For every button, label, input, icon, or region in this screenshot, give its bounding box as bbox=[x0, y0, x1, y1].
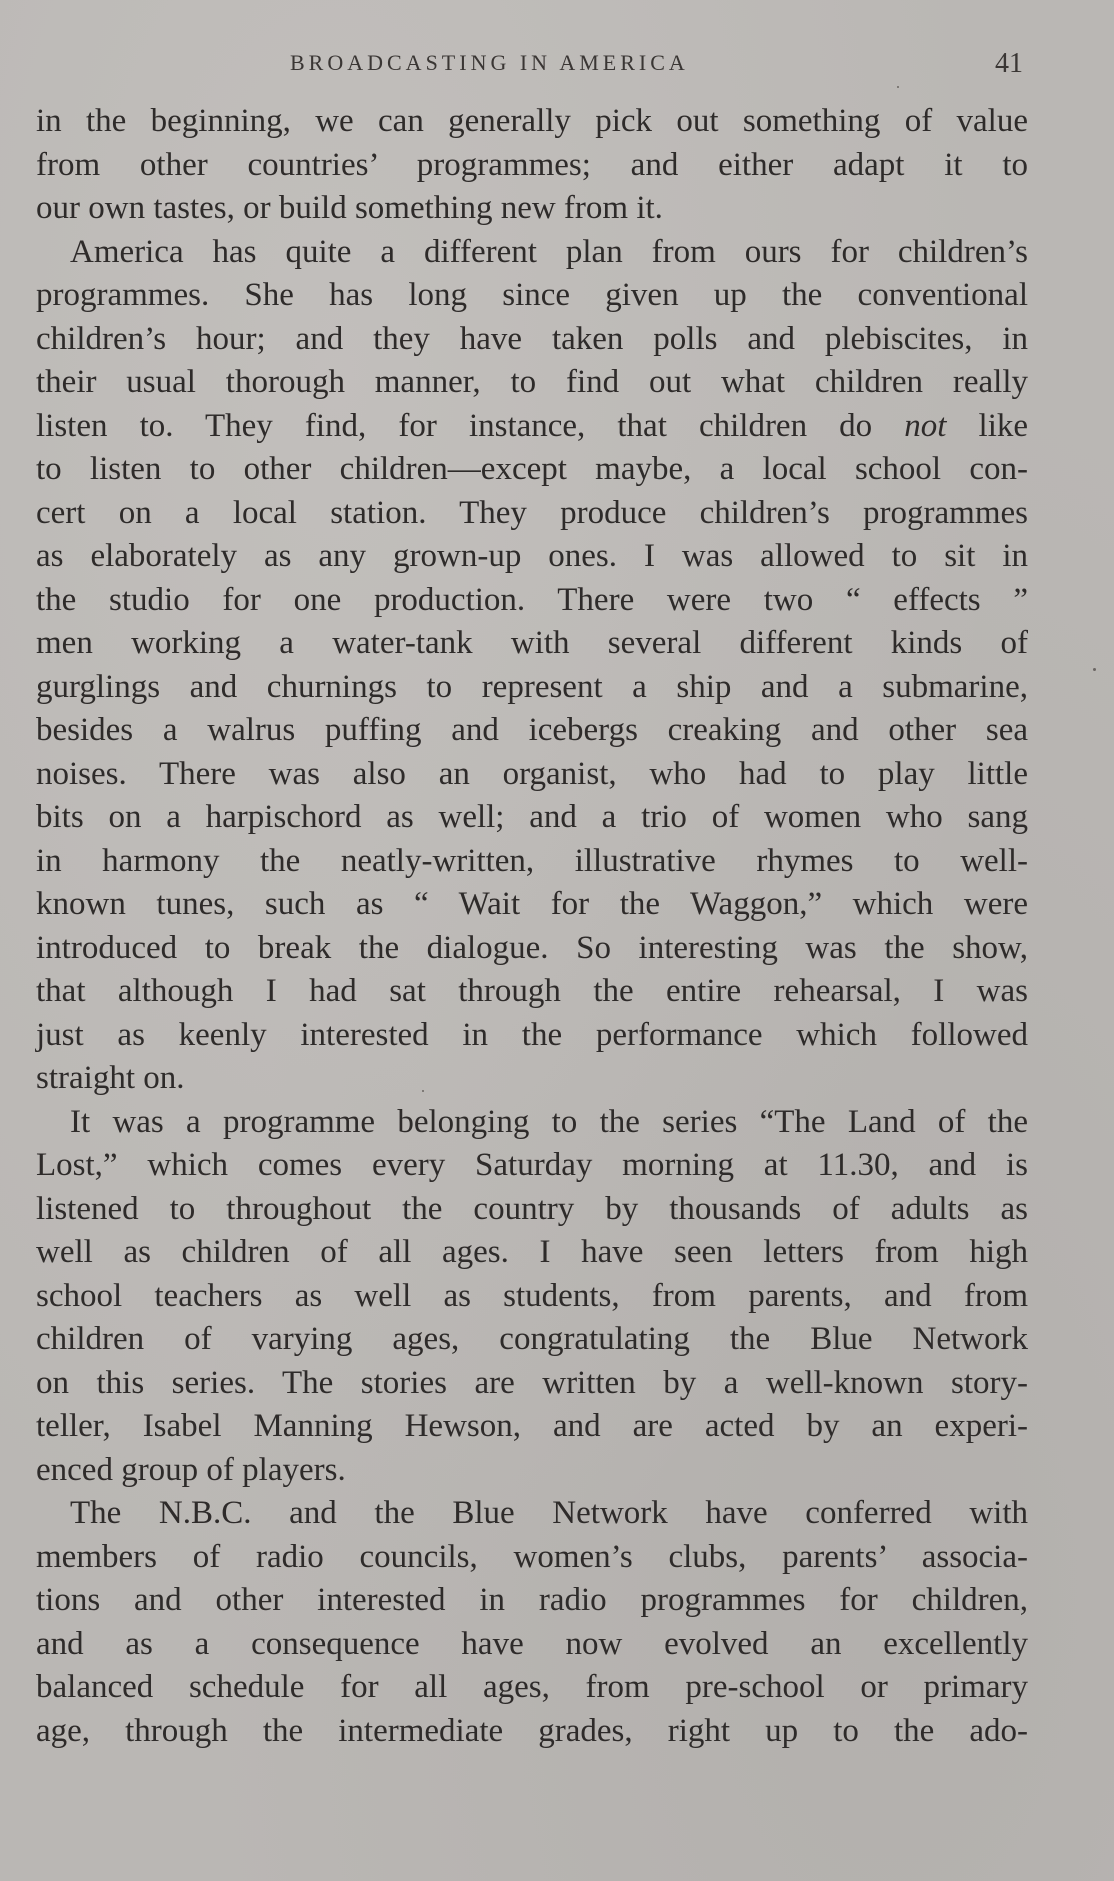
text-line: to listen to other children—except maybe, a local school con- bbox=[36, 451, 1028, 487]
text-line: well as children of all ages. I have seen letters from high bbox=[36, 1234, 1028, 1270]
text-line: balanced schedule for all ages, from pre-school or primary bbox=[36, 1669, 1028, 1705]
text-line: cert on a local station. They produce children’s programmes bbox=[36, 494, 1028, 531]
text-line: introduced to break the dialogue. So interesting was the show, bbox=[36, 929, 1028, 966]
text-line: tions and other interested in radio programmes for children, bbox=[36, 1582, 1028, 1618]
text-line: as elaborately as any grown-up ones. I was allowed to sit in bbox=[36, 538, 1028, 574]
emphasis: not bbox=[904, 407, 947, 444]
paper-speck bbox=[897, 86, 899, 88]
text-line: age, through the intermediate grades, right up to the ado- bbox=[36, 1712, 1028, 1749]
page-number: 41 bbox=[995, 48, 1023, 79]
text-line: teller, Isabel Manning Hewson, and are acted by an experi- bbox=[36, 1408, 1028, 1444]
text-line: just as keenly interested in the performance which followed bbox=[36, 1016, 1028, 1053]
text-line: gurglings and churnings to represent a ship and a submarine, bbox=[36, 668, 1028, 705]
text-line: It was a programme belonging to the series “The Land of the bbox=[70, 1103, 1028, 1140]
text-line: on this series. The stories are written by a well-known story- bbox=[36, 1364, 1028, 1401]
text-line: the studio for one production. There were two “ effects ” bbox=[36, 581, 1028, 618]
text-line: programmes. She has long since given up the conventional bbox=[36, 277, 1028, 313]
text-line: noises. There was also an organist, who had to play little bbox=[36, 755, 1028, 792]
text-line: and as a consequence have now evolved an excellently bbox=[36, 1625, 1028, 1662]
text-line: besides a walrus puffing and icebergs creaking and other sea bbox=[36, 712, 1028, 748]
text-line: listened to throughout the country by thousands of adults as bbox=[36, 1190, 1028, 1227]
text-line: listen to. They find, for instance, that children do not like bbox=[36, 407, 1029, 444]
text-line: members of radio councils, women’s clubs, parents’ associa- bbox=[36, 1538, 1028, 1575]
text-line: our own tastes, or build something new from it. bbox=[36, 190, 663, 226]
text-line: children’s hour; and they have taken polls and plebiscites, in bbox=[36, 320, 1028, 357]
text-line: America has quite a different plan from ours for children’s bbox=[70, 233, 1028, 270]
text-line: school teachers as well as students, from parents, and from bbox=[36, 1277, 1028, 1314]
text-line: bits on a harpischord as well; and a trio of women who sang bbox=[36, 799, 1028, 835]
text-line: men working a water-tank with several different kinds of bbox=[36, 625, 1028, 661]
text-line: in the beginning, we can generally pick out something of value bbox=[36, 103, 1028, 139]
text-line: in harmony the neatly-written, illustrative rhymes to well- bbox=[36, 842, 1028, 879]
running-head: BROADCASTING IN AMERICA bbox=[290, 50, 689, 75]
text-line: their usual thorough manner, to find out what children really bbox=[36, 364, 1028, 400]
text-line: Lost,” which comes every Saturday morning at 11.30, and is bbox=[36, 1147, 1028, 1183]
paper-speck bbox=[1093, 668, 1096, 671]
text-line: The N.B.C. and the Blue Network have conferred with bbox=[70, 1495, 1028, 1531]
text-line: straight on. bbox=[36, 1060, 185, 1096]
text-line: children of varying ages, congratulating the Blue Network bbox=[36, 1321, 1028, 1357]
text-line: known tunes, such as “ Wait for the Waggon,” which were bbox=[36, 886, 1028, 922]
text-line: from other countries’ programmes; and either adapt it to bbox=[36, 146, 1028, 183]
text-line: that although I had sat through the entire rehearsal, I was bbox=[36, 973, 1028, 1009]
text-line: enced group of players. bbox=[36, 1451, 346, 1488]
paper-speck bbox=[422, 1090, 424, 1092]
body-text bbox=[36, 100, 1028, 1753]
